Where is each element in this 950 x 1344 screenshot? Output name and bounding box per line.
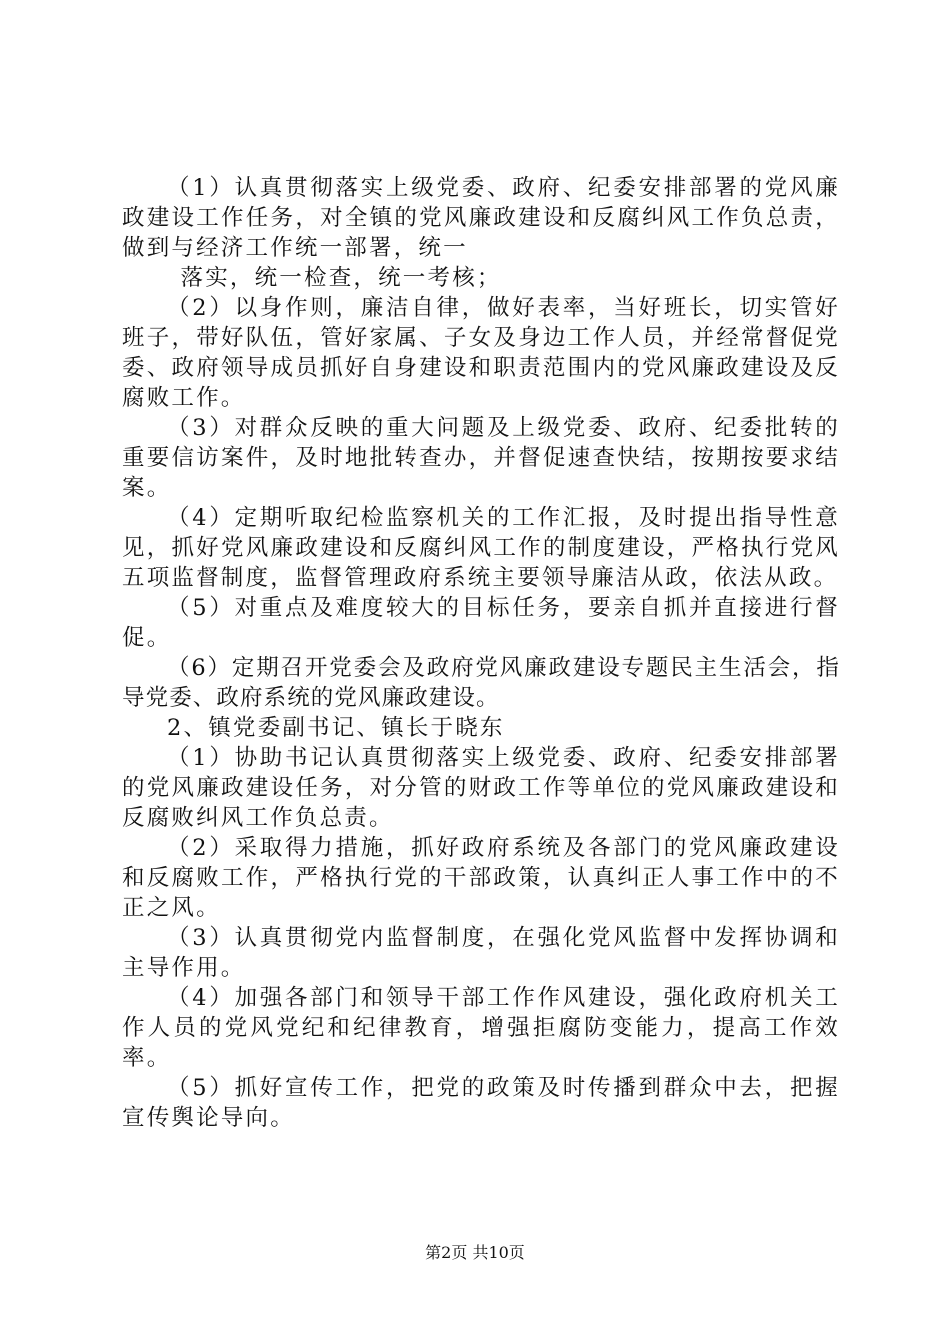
paragraph-10: （2）采取得力措施，抓好政府系统及各部门的党风廉政建设和反腐败工作，严格执行党的干部政策，认真纠正人事工作中的不正之风。 <box>122 835 840 921</box>
paragraph-4: （3）对群众反映的重大问题及上级党委、政府、纪委批转的重要信访案件，及时地批转查办，并督促速查快结，按期按要求结案。 <box>122 415 840 501</box>
paragraph-2: 落实，统一检查，统一考核； <box>180 265 502 291</box>
paragraph-6: （5）对重点及难度较大的目标任务，要亲自抓并直接进行督促。 <box>122 595 840 651</box>
document-body <box>122 173 840 1133</box>
paragraph-9: （1）协助书记认真贯彻落实上级党委、政府、纪委安排部署的党风廉政建设任务，对分管的财政工作等单位的党风廉政建设和反腐败纠风工作负总责。 <box>122 745 840 831</box>
page-number-footer: 第2页 共10页 <box>425 1243 525 1262</box>
paragraph-11: （3）认真贯彻党内监督制度，在强化党风监督中发挥协调和主导作用。 <box>122 925 840 981</box>
paragraph-5: （4）定期听取纪检监察机关的工作汇报，及时提出指导性意见，抓好党风廉政建设和反腐纠风工作的制度建设，严格执行党风五项监督制度，监督管理政府系统主要领导廉洁从政，依法从政。 <box>122 505 840 591</box>
section-heading: 2、镇党委副书记、镇长于晓东 <box>167 715 505 741</box>
paragraph-13: （5）抓好宣传工作，把党的政策及时传播到群众中去，把握宣传舆论导向。 <box>122 1075 840 1131</box>
paragraph-3: （2）以身作则，廉洁自律，做好表率，当好班长，切实管好班子，带好队伍，管好家属、子女及身边工作人员，并经常督促党委、政府领导成员抓好自身建设和职责范围内的党风廉政建设及反腐败工作。 <box>122 295 840 411</box>
paragraph-7: （6）定期召开党委会及政府党风廉政建设专题民主生活会，指导党委、政府系统的党风廉政建设。 <box>122 655 840 711</box>
paragraph-1: （1）认真贯彻落实上级党委、政府、纪委安排部署的党风廉政建设工作任务，对全镇的党风廉政建设和反腐纠风工作负总责，做到与经济工作统一部署，统一 <box>122 175 840 261</box>
paragraph-12: （4）加强各部门和领导干部工作作风建设，强化政府机关工作人员的党风党纪和纪律教育，增强拒腐防变能力，提高工作效率。 <box>122 985 840 1071</box>
